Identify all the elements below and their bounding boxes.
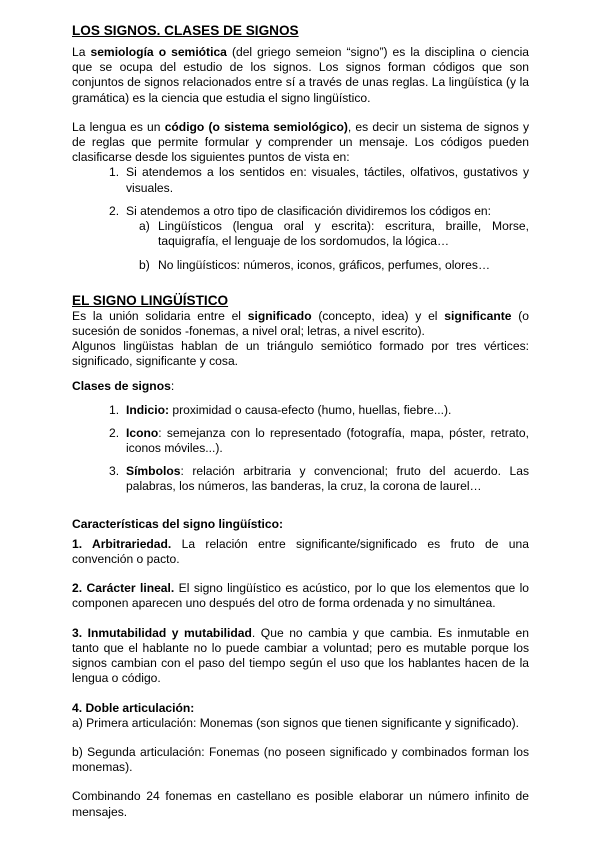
paragraph-lengua-codigo — [72, 120, 529, 166]
clases-item — [72, 426, 529, 456]
text-run: . Que no cambia y que cambia. Es inmutable en tanto que el hablante no lo puede cambiar a voluntad; pero es mutable porque los signos cambian con el paso del tiempo según el uso que los hablantes hacen de la lengua o código. — [72, 625, 529, 686]
list-item — [72, 204, 529, 219]
list-item — [72, 165, 529, 195]
paragraph-union-solidaria — [72, 309, 529, 339]
bold-term-significado: significado — [247, 308, 312, 323]
bold-term-semiologia: semiología o semiótica — [90, 45, 227, 59]
text-run: (del griego semeion “signo”) es la disciplina o ciencia que se ocupa del estudio de los signos. Los signos forman códigos que son conjuntos de signos relacionados entre sí a través de unas reglas. La lingüística (y la gramática) es la ciencia que estudia el signo lingüístico. — [72, 45, 529, 105]
bold-term-codigo: código (o sistema semiológico) — [164, 119, 348, 134]
list-number: 1. — [109, 402, 120, 417]
text-run: (concepto, idea) y el — [311, 308, 445, 323]
paragraph-semiologia — [72, 45, 529, 106]
list-letter: b) — [139, 258, 150, 273]
paragraph-arbitrariedad — [72, 537, 529, 567]
list-text: Si atendemos a otro tipo de clasificación dividiremos los códigos en: — [126, 203, 492, 218]
text-run: (o sucesión de sonidos -fonemas, a nivel oral; letras, a nivel escrito). — [72, 308, 529, 338]
caracteristicas-heading — [72, 517, 529, 532]
list-number: 2. — [109, 203, 120, 218]
list-text: Lingüísticos (lengua oral y escrita): escritura, braille, Morse, taquigrafía, el lenguaje de los sordomudos, la lógica… — [158, 219, 529, 249]
list-number: 1. — [109, 165, 120, 180]
text-run: La — [72, 45, 91, 59]
clases-item — [72, 464, 529, 494]
text-run: La relación entre significante/significado es fruto de una convención o pacto. — [72, 536, 529, 567]
text-run: proximidad o causa-efecto (humo, huellas, fiebre...). — [169, 402, 452, 417]
text-run: : semejanza con lo representado (fotografía, mapa, póster, retrato, iconos móviles...). — [126, 425, 529, 456]
list-text — [126, 403, 529, 418]
list-text — [126, 464, 529, 494]
bold-term-icono: Icono — [126, 425, 159, 440]
text-run: : relación arbitraria y convencional; fruto del acuerdo. Las palabras, los números, las banderas, la cruz, la corona de laurel… — [126, 464, 529, 494]
text-run: El signo lingüístico es acústico, por lo que los elementos que lo componen aparecen uno después del otro de forma ordenada y no simultánea. — [72, 581, 529, 611]
paragraph-triangulo: Algunos lingüistas hablan de un triángulo semiótico formado por tres vértices: significado, significante y cosa. — [72, 339, 529, 369]
paragraph-caracter-lineal — [72, 581, 529, 611]
bold-heading: 4. Doble articulación: — [72, 700, 195, 715]
bold-term-indicio: Indicio: — [126, 402, 169, 417]
list-letter: a) — [139, 219, 150, 234]
sublist-item — [72, 258, 529, 273]
section-title-signo-linguistico: EL SIGNO LINGÜÍSTICO — [72, 292, 229, 308]
list-number: 2. — [109, 425, 120, 440]
bold-term-arbitrariedad: 1. Arbitrariedad. — [72, 536, 172, 551]
bold-term-simbolos: Símbolos — [126, 464, 181, 479]
sublist-item — [72, 219, 529, 249]
text-run: La lengua es un — [72, 119, 165, 134]
clases-heading — [72, 379, 529, 394]
text-run: Es la unión solidaria entre el — [72, 308, 248, 323]
doble-articulacion-heading — [72, 701, 529, 716]
paragraph-primera-articulacion: a) Primera articulación: Monemas (son signos que tienen significante y significado). — [72, 715, 520, 730]
text-run: : — [170, 379, 175, 394]
text-run: , es decir un sistema de signos y de reglas que permite formular y comprender un mensaje. Los códigos pueden clasificarse desde los siguientes puntos de vista en: — [72, 119, 530, 165]
bold-heading: Clases de signos — [72, 379, 171, 394]
paragraph-segunda-articulacion: b) Segunda articulación: Fonemas (no poseen significado y combinados forman los monemas). — [72, 744, 529, 775]
paragraph-mutabilidad — [72, 626, 529, 687]
bold-heading: Características del signo lingüístico: — [72, 516, 284, 531]
list-text: No lingüísticos: números, iconos, gráficos, perfumes, olores… — [158, 258, 491, 273]
clases-item — [72, 403, 529, 418]
list-text — [126, 426, 529, 456]
list-number: 3. — [109, 464, 120, 479]
paragraph-closing: Combinando 24 fonemas en castellano es posible elaborar un número infinito de mensajes. — [72, 789, 529, 819]
bold-term-mutabilidad: 3. Inmutabilidad y mutabilidad — [72, 625, 252, 640]
section-title-signos: LOS SIGNOS. CLASES DE SIGNOS — [72, 23, 299, 38]
bold-term-lineal: 2. Carácter lineal. — [72, 581, 175, 596]
list-text: Si atendemos a los sentidos en: visuales, táctiles, olfativos, gustativos y visuales. — [126, 165, 529, 195]
bold-term-significante: significante — [444, 308, 512, 323]
